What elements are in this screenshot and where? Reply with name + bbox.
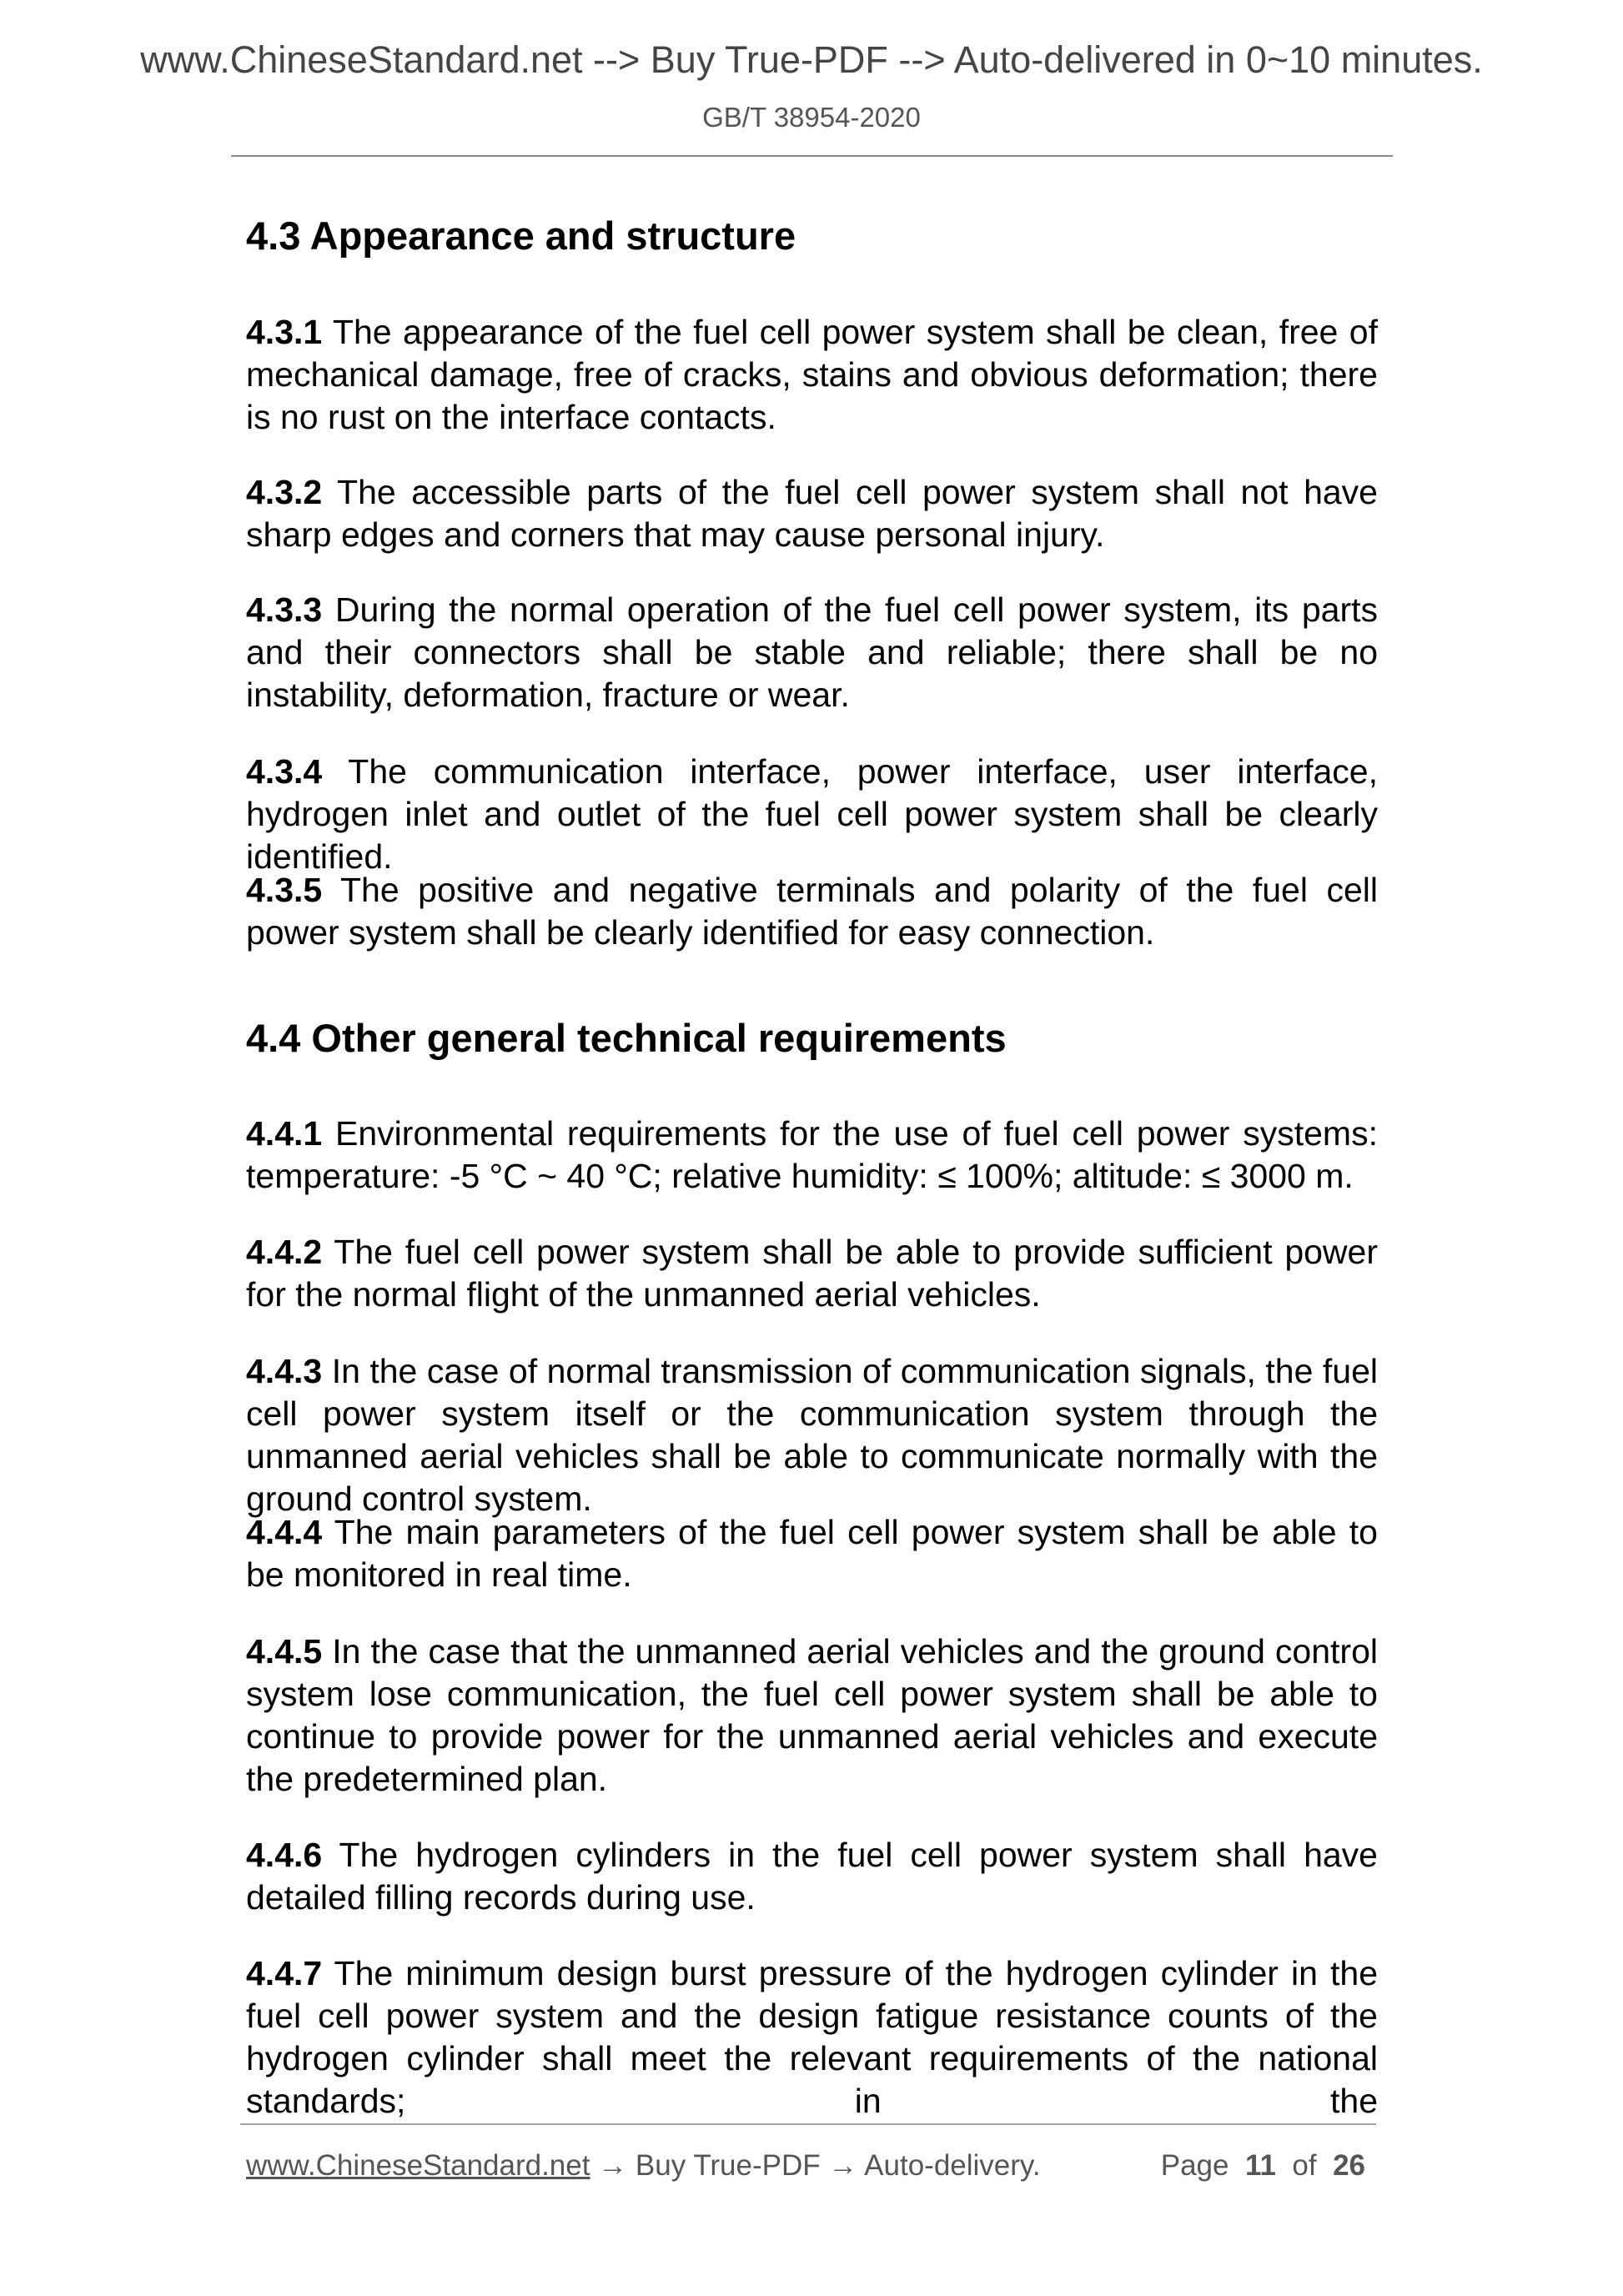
- page-label: Page: [1160, 2149, 1229, 2182]
- footer-promo: [246, 2148, 1041, 2184]
- clause-number: 4.3.4: [246, 752, 323, 791]
- clause-4-3-1: [246, 311, 1378, 439]
- clause-text: The appearance of the fuel cell power system shall be clean, free of mechanical damage, free of cracks, stains and obvious deformation; there is no rust on the interface contacts.: [246, 313, 1379, 436]
- clause-4-4-3: [246, 1350, 1378, 1520]
- clause-number: 4.4.5: [246, 1632, 323, 1671]
- clause-number: 4.4.6: [246, 1836, 323, 1874]
- clause-number: 4.3.1: [246, 313, 323, 351]
- clause-text: The positive and negative terminals and polarity of the fuel cell power system shall be clearly identified for easy connection.: [246, 871, 1378, 952]
- clause-4-3-4: [246, 751, 1378, 878]
- clause-text: The minimum design burst pressure of the hydrogen cylinder in the fuel cell power system and the design fatigue resistance counts of the hydrogen cylinder shall meet the relevant requirements of the national standards; in the: [246, 1954, 1379, 2120]
- clause-4-4-7: [246, 1952, 1378, 2123]
- header-divider: [231, 155, 1393, 157]
- page-of-label: of: [1292, 2149, 1317, 2182]
- page-indicator: [1161, 2148, 1365, 2184]
- footer-site-link[interactable]: www.ChineseStandard.net: [246, 2149, 590, 2182]
- section-heading-4-4: 4.4 Other general technical requirements: [246, 1016, 1007, 1060]
- clause-4-4-2: [246, 1231, 1378, 1316]
- section-heading-4-3: 4.3 Appearance and structure: [246, 214, 796, 258]
- footer-divider: [240, 2123, 1376, 2125]
- clause-4-4-6: [246, 1834, 1378, 1919]
- footer: [246, 2148, 1365, 2184]
- clause-number: 4.4.7: [246, 1954, 323, 1992]
- clause-text: In the case that the unmanned aerial vehicles and the ground control system lose communication, the fuel cell power system shall be able to continue to provide power for the unmanned aerial vehicles and execute the predetermined plan.: [246, 1632, 1378, 1798]
- clause-text: In the case of normal transmission of communication signals, the fuel cell power system itself or the communication system through the unmanned aerial vehicles shall be able to communicate normally with the ground control system.: [246, 1352, 1378, 1518]
- clause-number: 4.3.3: [246, 590, 323, 629]
- clause-number: 4.4.1: [246, 1114, 323, 1153]
- clause-text: The accessible parts of the fuel cell power system shall not have sharp edges and corners that may cause personal injury.: [246, 473, 1378, 554]
- clause-text: The fuel cell power system shall be able to provide sufficient power for the normal flight of the unmanned aerial vehicles.: [246, 1233, 1378, 1314]
- clause-text: During the normal operation of the fuel cell power system, its parts and their connectors shall be stable and reliable; there shall be no instability, deformation, fracture or wear.: [246, 590, 1378, 714]
- clause-number: 4.3.2: [246, 473, 323, 511]
- clause-4-3-5: [246, 869, 1378, 954]
- clause-number: 4.4.4: [246, 1513, 323, 1551]
- clause-text: The hydrogen cylinders in the fuel cell power system shall have detailed filling records during use.: [246, 1836, 1378, 1917]
- clause-4-4-4: [246, 1511, 1378, 1596]
- clause-4-3-2: [246, 471, 1378, 556]
- clause-text: The main parameters of the fuel cell power system shall be able to be monitored in real time.: [246, 1513, 1378, 1594]
- clause-number: 4.3.5: [246, 871, 323, 909]
- clause-4-4-1: [246, 1113, 1378, 1198]
- clause-number: 4.4.2: [246, 1233, 323, 1271]
- page-current: 11: [1244, 2149, 1276, 2182]
- clause-text: The communication interface, power interface, user interface, hydrogen inlet and outlet of the fuel cell power system shall be clearly identified.: [246, 752, 1378, 876]
- clause-text: Environmental requirements for the use of fuel cell power systems: temperature: -5 °C ~ 40 °C; relative humidity: ≤ 100%; altitude: ≤ 3000 m.: [246, 1114, 1378, 1195]
- clause-number: 4.4.3: [246, 1352, 323, 1390]
- clause-4-3-3: [246, 589, 1378, 716]
- clause-4-4-5: [246, 1630, 1378, 1801]
- page-total: 26: [1333, 2149, 1365, 2182]
- header-banner: www.ChineseStandard.net --> Buy True-PDF --> Auto-delivered in 0~10 minutes.: [140, 38, 1483, 81]
- standard-code: GB/T 38954-2020: [702, 102, 921, 133]
- footer-tagline: → Buy True-PDF → Auto-delivery.: [590, 2149, 1041, 2182]
